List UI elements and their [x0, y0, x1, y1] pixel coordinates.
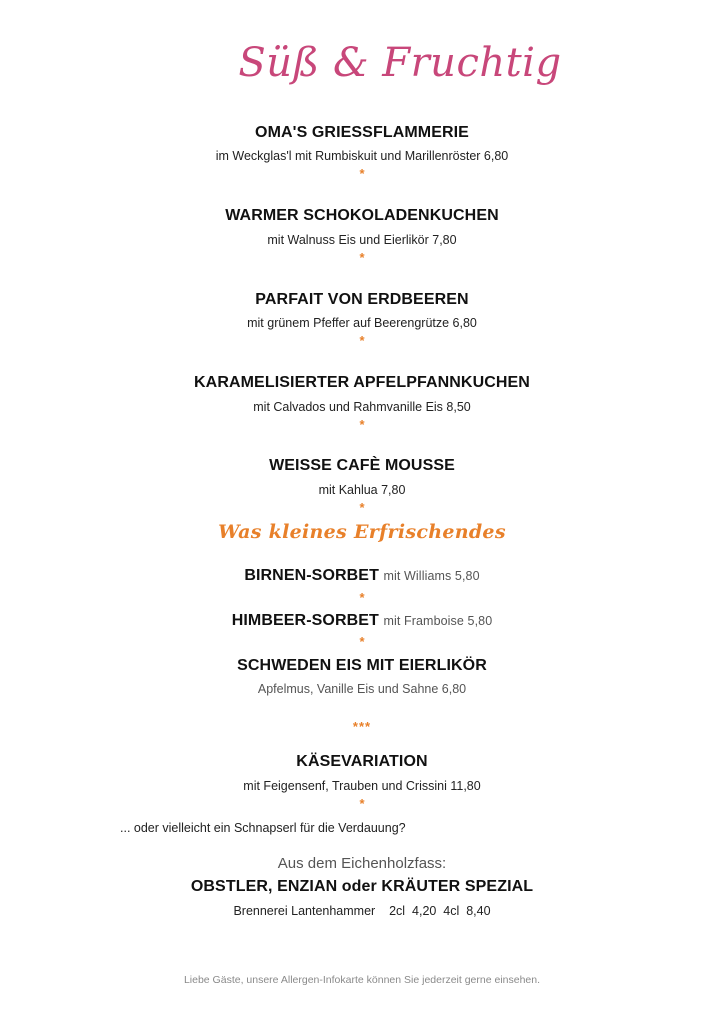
dish-description: mit Kahlua 7,80 [318, 483, 406, 497]
dish-name: OMA'S GRIESSFLAMMERIE [255, 124, 469, 141]
dish-description: im Weckglas'l mit Rumbiskuit und Marillenröster 6,80 [215, 149, 509, 163]
allergen-footer: Liebe Gäste, unsere Allergen-Infokarte können Sie jederzeit gerne einsehen. [183, 974, 541, 986]
menu-title: Süß & Fruchtig [238, 40, 562, 86]
sorbet-item [0, 567, 724, 585]
dish-description: Brennerei Lantenhammer 2cl 4,20 4cl 8,40 [233, 904, 491, 918]
dish-description: mit grünem Pfeffer auf Beerengrütze 6,80 [247, 316, 477, 330]
dish-name: SCHWEDEN EIS MIT EIERLIKÖR [237, 657, 487, 674]
dish-description: mit Calvados und Rahmvanille Eis 8,50 [253, 400, 471, 414]
triple-separator: *** [352, 719, 372, 734]
dish-description: mit Williams 5,80 [383, 569, 480, 583]
separator-star: * [359, 250, 365, 265]
schnaps-source: Aus dem Eichenholzfass: [277, 855, 447, 872]
separator-star: * [359, 590, 365, 605]
separator-star: * [359, 417, 365, 432]
separator-star: * [359, 333, 365, 348]
dish-name: KÄSEVARIATION [296, 753, 428, 770]
dish-name: PARFAIT VON ERDBEEREN [255, 291, 469, 308]
schnaps-question: ... oder vielleicht ein Schnapserl für die Verdauung? [120, 821, 406, 835]
sorbet-item [0, 612, 724, 630]
separator-star: * [359, 500, 365, 515]
dish-description: mit Framboise 5,80 [383, 614, 493, 628]
dish-name: KARAMELISIERTER APFELPFANNKUCHEN [194, 374, 530, 391]
dish-name: HIMBEER-SORBET [231, 612, 379, 629]
section-subheading: Was kleines Erfrischendes [218, 521, 506, 543]
separator-star: * [359, 166, 365, 181]
separator-star: * [359, 634, 365, 649]
dish-description: mit Feigensenf, Trauben und Crissini 11,80 [243, 779, 481, 793]
dish-name: BIRNEN-SORBET [244, 567, 379, 584]
dish-name: OBSTLER, ENZIAN oder KRÄUTER SPEZIAL [190, 878, 534, 895]
separator-star: * [359, 796, 365, 811]
dish-description: mit Walnuss Eis und Eierlikör 7,80 [267, 233, 457, 247]
dish-name: WEISSE CAFÈ MOUSSE [269, 457, 455, 474]
dish-name: WARMER SCHOKOLADENKUCHEN [225, 207, 499, 224]
dish-description: Apfelmus, Vanille Eis und Sahne 6,80 [257, 682, 467, 696]
